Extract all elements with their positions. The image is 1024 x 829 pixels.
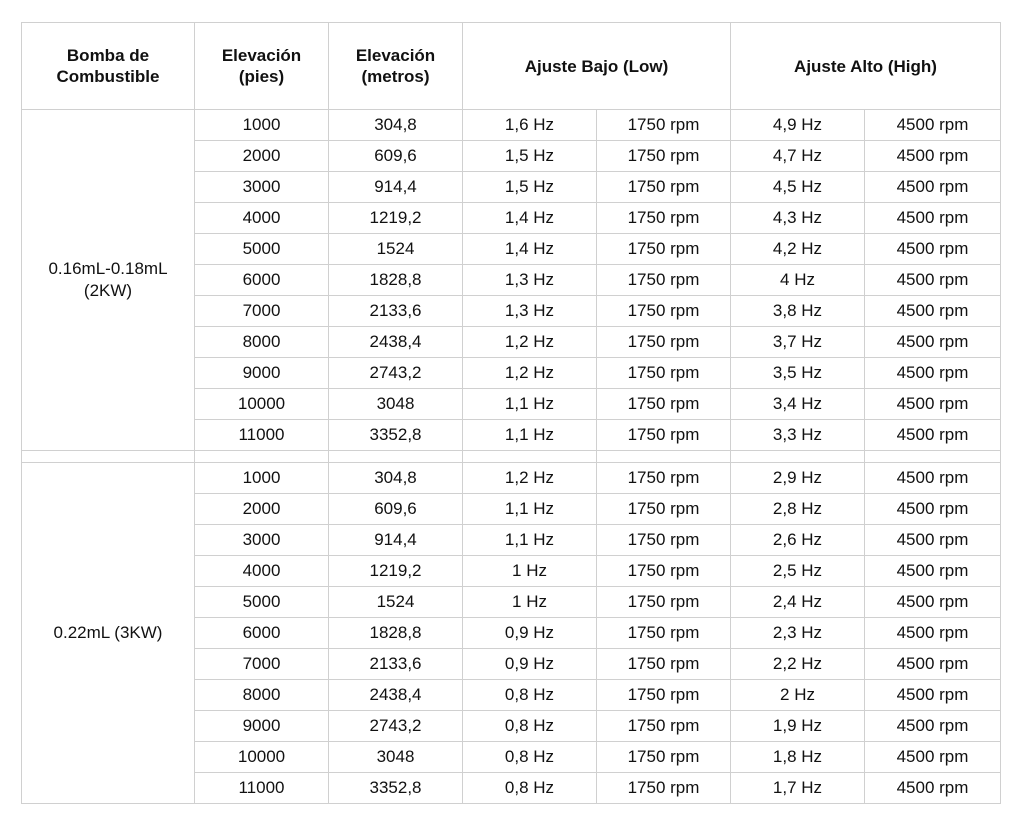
high-rpm-cell: 4500 rpm [865,773,1001,804]
low-hz-cell: 0,8 Hz [463,773,597,804]
low-hz-cell: 0,8 Hz [463,742,597,773]
high-rpm-cell: 4500 rpm [865,203,1001,234]
low-hz-cell: 1,1 Hz [463,420,597,451]
elevation-meters-cell: 2438,4 [329,327,463,358]
header-elevation-meters-line1: Elevación [355,46,436,65]
elevation-meters-cell: 609,6 [329,141,463,172]
high-rpm-cell: 4500 rpm [865,587,1001,618]
low-hz-cell: 0,9 Hz [463,649,597,680]
low-rpm-cell: 1750 rpm [597,296,731,327]
high-hz-cell: 2,4 Hz [731,587,865,618]
high-hz-cell: 3,3 Hz [731,420,865,451]
high-hz-cell: 2,2 Hz [731,649,865,680]
elevation-meters-cell: 1828,8 [329,265,463,296]
high-hz-cell: 4,7 Hz [731,141,865,172]
low-hz-cell: 0,8 Hz [463,680,597,711]
high-rpm-cell: 4500 rpm [865,389,1001,420]
elevation-meters-cell: 1524 [329,234,463,265]
low-rpm-cell: 1750 rpm [597,265,731,296]
high-hz-cell: 1,8 Hz [731,742,865,773]
low-hz-cell: 1 Hz [463,556,597,587]
high-rpm-cell: 4500 rpm [865,110,1001,141]
high-hz-cell: 4,3 Hz [731,203,865,234]
table-header-row [22,23,1001,110]
spacer-cell [22,451,195,463]
elevation-feet-cell: 1000 [195,463,329,494]
low-hz-cell: 1,3 Hz [463,265,597,296]
elevation-feet-cell: 3000 [195,172,329,203]
group-spacer-row [22,451,1001,463]
elevation-meters-cell: 2438,4 [329,680,463,711]
low-rpm-cell: 1750 rpm [597,649,731,680]
high-hz-cell: 2,3 Hz [731,618,865,649]
elevation-feet-cell: 11000 [195,773,329,804]
header-high-setting: Ajuste Alto (High) [731,23,1001,110]
low-hz-cell: 1,5 Hz [463,141,597,172]
high-rpm-cell: 4500 rpm [865,296,1001,327]
high-hz-cell: 4,9 Hz [731,110,865,141]
low-rpm-cell: 1750 rpm [597,389,731,420]
elevation-feet-cell: 3000 [195,525,329,556]
high-rpm-cell: 4500 rpm [865,463,1001,494]
elevation-feet-cell: 10000 [195,742,329,773]
high-hz-cell: 4 Hz [731,265,865,296]
table-row [22,110,1001,141]
header-low-setting: Ajuste Bajo (Low) [463,23,731,110]
spacer-cell [195,451,329,463]
high-hz-cell: 2,5 Hz [731,556,865,587]
low-hz-cell: 1 Hz [463,587,597,618]
elevation-feet-cell: 6000 [195,618,329,649]
low-hz-cell: 0,8 Hz [463,711,597,742]
table-row [22,463,1001,494]
spacer-cell [597,451,731,463]
elevation-feet-cell: 10000 [195,389,329,420]
elevation-meters-cell: 2743,2 [329,711,463,742]
high-rpm-cell: 4500 rpm [865,649,1001,680]
low-hz-cell: 1,4 Hz [463,234,597,265]
high-hz-cell: 3,8 Hz [731,296,865,327]
low-rpm-cell: 1750 rpm [597,680,731,711]
elevation-meters-cell: 3048 [329,389,463,420]
low-rpm-cell: 1750 rpm [597,742,731,773]
elevation-meters-cell: 3352,8 [329,420,463,451]
fuel-pump-label-line2: (2KW) [83,281,133,300]
elevation-meters-cell: 2133,6 [329,296,463,327]
high-rpm-cell: 4500 rpm [865,234,1001,265]
low-rpm-cell: 1750 rpm [597,494,731,525]
low-rpm-cell: 1750 rpm [597,587,731,618]
low-rpm-cell: 1750 rpm [597,711,731,742]
elevation-feet-cell: 2000 [195,141,329,172]
high-hz-cell: 4,5 Hz [731,172,865,203]
fuel-pump-group-label [22,110,195,451]
spacer-cell [463,451,597,463]
header-elevation-feet [195,23,329,110]
low-rpm-cell: 1750 rpm [597,358,731,389]
elevation-feet-cell: 2000 [195,494,329,525]
elevation-meters-cell: 609,6 [329,494,463,525]
elevation-meters-cell: 304,8 [329,463,463,494]
elevation-feet-cell: 8000 [195,680,329,711]
high-rpm-cell: 4500 rpm [865,494,1001,525]
high-rpm-cell: 4500 rpm [865,358,1001,389]
high-hz-cell: 1,7 Hz [731,773,865,804]
spacer-cell [731,451,865,463]
elevation-meters-cell: 914,4 [329,172,463,203]
elevation-feet-cell: 7000 [195,296,329,327]
low-hz-cell: 1,1 Hz [463,494,597,525]
elevation-meters-cell: 914,4 [329,525,463,556]
high-hz-cell: 3,5 Hz [731,358,865,389]
elevation-meters-cell: 304,8 [329,110,463,141]
low-rpm-cell: 1750 rpm [597,172,731,203]
high-hz-cell: 3,7 Hz [731,327,865,358]
low-rpm-cell: 1750 rpm [597,773,731,804]
low-rpm-cell: 1750 rpm [597,203,731,234]
header-fuel-pump-line2: Combustible [56,67,160,86]
elevation-meters-cell: 1828,8 [329,618,463,649]
elevation-meters-cell: 1524 [329,587,463,618]
low-hz-cell: 0,9 Hz [463,618,597,649]
low-hz-cell: 1,5 Hz [463,172,597,203]
high-rpm-cell: 4500 rpm [865,141,1001,172]
header-fuel-pump [22,23,195,110]
elevation-meters-cell: 2743,2 [329,358,463,389]
high-rpm-cell: 4500 rpm [865,525,1001,556]
high-hz-cell: 4,2 Hz [731,234,865,265]
elevation-meters-cell: 1219,2 [329,203,463,234]
low-hz-cell: 1,4 Hz [463,203,597,234]
high-rpm-cell: 4500 rpm [865,742,1001,773]
low-rpm-cell: 1750 rpm [597,463,731,494]
low-hz-cell: 1,1 Hz [463,525,597,556]
header-elevation-meters-line2: (metros) [361,67,430,86]
elevation-meters-cell: 2133,6 [329,649,463,680]
high-rpm-cell: 4500 rpm [865,420,1001,451]
low-hz-cell: 1,1 Hz [463,389,597,420]
high-hz-cell: 2,6 Hz [731,525,865,556]
high-rpm-cell: 4500 rpm [865,618,1001,649]
high-rpm-cell: 4500 rpm [865,265,1001,296]
elevation-meters-cell: 3352,8 [329,773,463,804]
low-rpm-cell: 1750 rpm [597,618,731,649]
table-body [22,110,1001,804]
low-rpm-cell: 1750 rpm [597,327,731,358]
high-rpm-cell: 4500 rpm [865,711,1001,742]
header-elevation-feet-line1: Elevación [221,46,302,65]
elevation-feet-cell: 5000 [195,234,329,265]
low-hz-cell: 1,6 Hz [463,110,597,141]
elevation-feet-cell: 1000 [195,110,329,141]
elevation-feet-cell: 6000 [195,265,329,296]
high-rpm-cell: 4500 rpm [865,556,1001,587]
low-rpm-cell: 1750 rpm [597,141,731,172]
low-hz-cell: 1,2 Hz [463,358,597,389]
high-hz-cell: 2,9 Hz [731,463,865,494]
high-rpm-cell: 4500 rpm [865,172,1001,203]
high-rpm-cell: 4500 rpm [865,680,1001,711]
low-rpm-cell: 1750 rpm [597,556,731,587]
elevation-feet-cell: 4000 [195,556,329,587]
header-elevation-feet-line2: (pies) [238,67,285,86]
elevation-feet-cell: 4000 [195,203,329,234]
low-rpm-cell: 1750 rpm [597,525,731,556]
header-elevation-meters [329,23,463,110]
fuel-pump-group-label [22,463,195,804]
high-hz-cell: 1,9 Hz [731,711,865,742]
elevation-feet-cell: 8000 [195,327,329,358]
low-hz-cell: 1,3 Hz [463,296,597,327]
fuel-pump-label-line1: 0.16mL-0.18mL [48,259,168,278]
low-hz-cell: 1,2 Hz [463,463,597,494]
elevation-meters-cell: 3048 [329,742,463,773]
elevation-feet-cell: 9000 [195,358,329,389]
elevation-feet-cell: 5000 [195,587,329,618]
high-rpm-cell: 4500 rpm [865,327,1001,358]
low-rpm-cell: 1750 rpm [597,234,731,265]
elevation-feet-cell: 9000 [195,711,329,742]
elevation-feet-cell: 11000 [195,420,329,451]
low-hz-cell: 1,2 Hz [463,327,597,358]
high-hz-cell: 2 Hz [731,680,865,711]
spacer-cell [329,451,463,463]
low-rpm-cell: 1750 rpm [597,110,731,141]
high-hz-cell: 3,4 Hz [731,389,865,420]
elevation-meters-cell: 1219,2 [329,556,463,587]
elevation-feet-cell: 7000 [195,649,329,680]
high-hz-cell: 2,8 Hz [731,494,865,525]
fuel-pump-label-line1: 0.22mL (3KW) [53,623,163,642]
low-rpm-cell: 1750 rpm [597,420,731,451]
spacer-cell [865,451,1001,463]
header-fuel-pump-line1: Bomba de [66,46,150,65]
fuel-pump-elevation-table [21,22,1001,804]
